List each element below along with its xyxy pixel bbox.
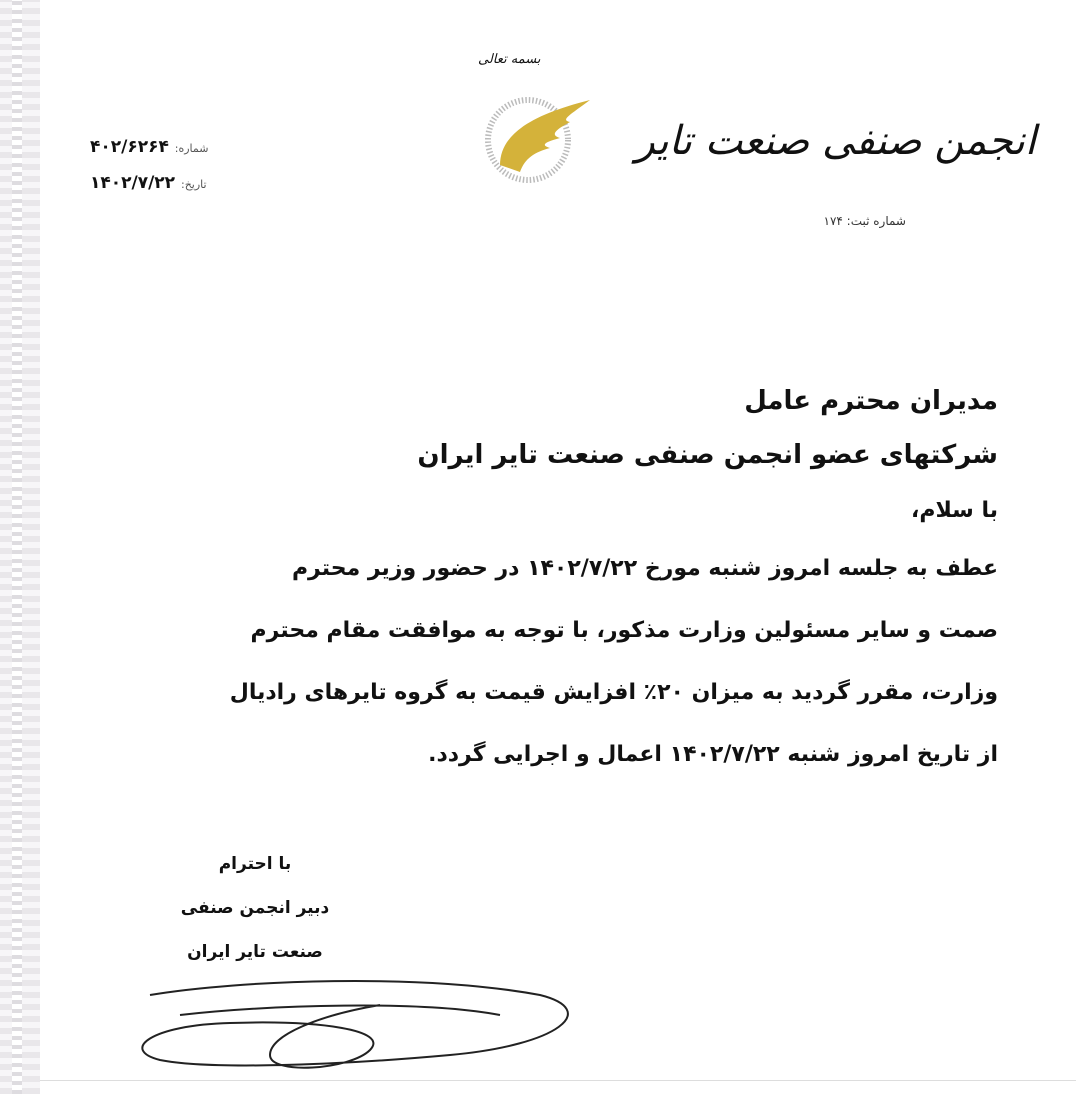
body-line: صمت و سایر مسئولین وزارت مذکور، با توجه به موافقت مقام محترم [250,618,998,643]
page-bottom-edge [40,1080,1076,1081]
body-line: عطف به جلسه امروز شنبه مورخ ۱۴۰۲/۷/۲۲ در حضور وزیر محترم [291,556,998,581]
date-label: تاریخ: [180,178,207,191]
organization-name: انجمن صنفی صنعت تایر [635,118,1036,164]
letter-body [78,538,998,786]
signature-block [140,842,370,974]
invocation: بسمه تعالی [478,52,541,67]
registration-number: شماره ثبت: ۱۷۴ [823,214,906,228]
logo-wing-icon [460,90,600,190]
closing: با احترام [218,854,292,874]
body-line: از تاریخ امروز شنبه ۱۴۰۲/۷/۲۲ اعمال و اجرایی گردد. [428,742,998,767]
signer-title-1: دبیر انجمن صنفی [180,898,330,918]
handwritten-signature [120,975,590,1085]
letter-meta [90,130,300,202]
greeting: با سلام، [910,498,998,523]
number-label: شماره: [174,142,209,155]
recipient-line-2: شرکتهای عضو انجمن صنفی صنعت تایر ایران [417,440,998,470]
letter-number: ۴۰۲/۶۲۶۴ [90,137,169,157]
letter-date: ۱۴۰۲/۷/۲۲ [90,173,176,193]
page-edge-binding [0,0,40,1094]
signer-title-2: صنعت تایر ایران [187,942,323,962]
body-line: وزارت، مقرر گردید به میزان ۲۰٪ افزایش قیمت به گروه تایرهای رادیال [229,680,998,705]
recipient-line-1: مدیران محترم عامل [744,386,998,416]
